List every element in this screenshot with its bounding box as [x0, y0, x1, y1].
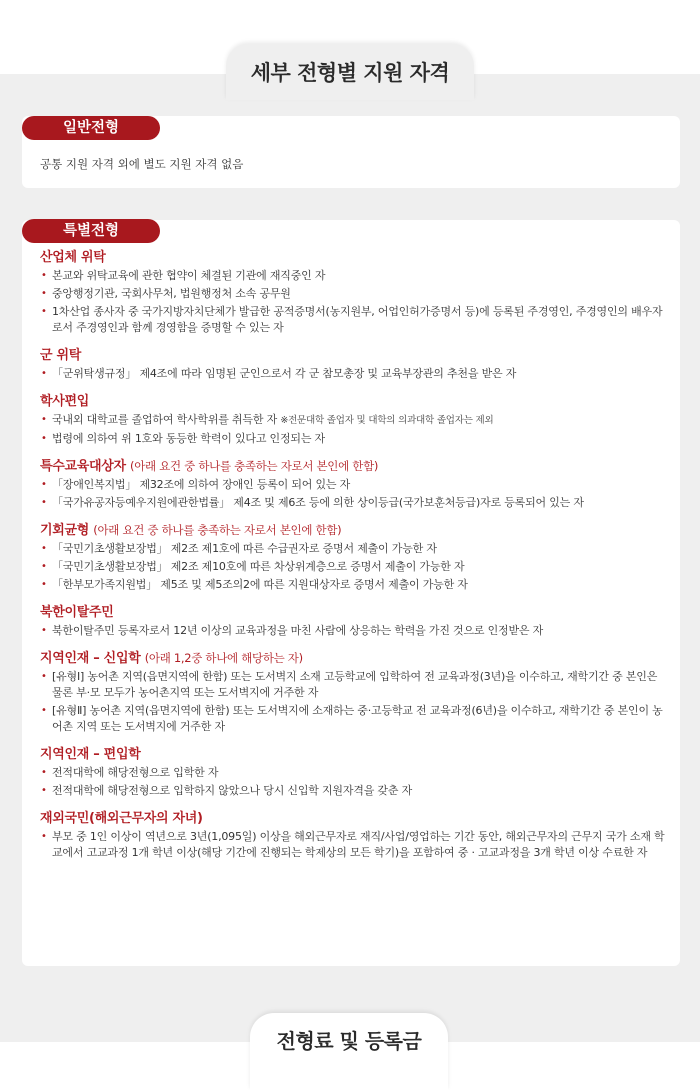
list-item: • 「한부모가족지원법」 제5조 및 제5조의2에 따른 지원대상자로 증명서 제출이 가능한 자	[40, 577, 670, 593]
list-item	[40, 412, 670, 429]
section-regional-freshman	[40, 647, 670, 735]
section-opportunity	[40, 519, 670, 593]
list-item: • 북한이탈주민 등록자로서 12년 이상의 교육과정을 마친 사람에 상응하는 학력을 가진 것으로 인정받은 자	[40, 623, 670, 639]
list-item: • [유형Ⅱ] 농어촌 지역(읍면지역에 한함) 또는 도서벽지에 소재하는 중·고등학교 전 교육과정(6년)을 이수하고, 재학기간 중 본인이 농어촌 지역 또는 도서벽지에 거주한 자	[40, 703, 670, 735]
section-title: 산업체 위탁	[40, 250, 106, 265]
special-label: 특별전형	[22, 219, 160, 243]
section-title: 군 위탁	[40, 348, 81, 363]
list-item: • 「장애인복지법」 제32조에 의하여 장애인 등록이 되어 있는 자	[40, 477, 670, 493]
section-title: 기회균형 (아래 요건 중 하나를 충족하는 자로서 본인에 한함)	[40, 523, 342, 538]
section-title: 재외국민(해외근무자의 자녀)	[40, 811, 203, 826]
list-item: • 전적대학에 해당전형으로 입학한 자	[40, 765, 670, 781]
list-item: • 전적대학에 해당전형으로 입학하지 않았으나 당시 신입학 지원자격을 갖춘 자	[40, 783, 670, 799]
section-special-education	[40, 455, 670, 511]
list-item: • 법령에 의하여 위 1호와 동등한 학력이 있다고 인정되는 자	[40, 431, 670, 447]
list-item: • 「국가유공자등예우지원에관한법률」 제4조 및 제6조 등에 의한 상이등급(국가보훈처등급)자로 등록되어 있는 자	[40, 495, 670, 511]
page-title: 세부 전형별 지원 자격	[226, 44, 474, 100]
section-title: 지역인재 – 편입학	[40, 747, 141, 762]
item-text: 국내외 대학교를 졸업하여 학사학위를 취득한 자	[52, 413, 278, 426]
section-note: (아래 요건 중 하나를 충족하는 자로서 본인에 한함)	[93, 523, 342, 537]
special-content	[40, 246, 670, 863]
list-item: • 「국민기초생활보장법」 제2조 제10호에 따른 차상위계층으로 증명서 제출이 가능한 자	[40, 559, 670, 575]
section-note: (아래 1,2중 하나에 해당하는 자)	[144, 651, 303, 665]
section-title: 북한이탈주민	[40, 605, 114, 620]
list-item: • [유형Ⅰ] 농어촌 지역(읍면지역에 한함) 또는 도서벽지 소재 고등학교에 입학하여 전 교육과정(3년)을 이수하고, 재학기간 중 본인은 물론 부·모 모두가 농어촌지역 또는 도서벽지에 거주한 자	[40, 669, 670, 701]
general-label: 일반전형	[22, 116, 160, 140]
section-title: 학사편입	[40, 394, 90, 409]
list-item: • 「국민기초생활보장법」 제2조 제1호에 따른 수급권자로 증명서 제출이 가능한 자	[40, 541, 670, 557]
list-item: • 1차산업 종사자 중 국가지방자치단체가 발급한 공적증명서(농지원부, 어업인허가증명서 등)에 등록된 주경영인, 주경영인의 배우자로서 주경영인과 함께 경영함을 증명할 수 있는 자	[40, 304, 670, 336]
list-item: • 중앙행정기관, 국회사무처, 법원행정처 소속 공무원	[40, 286, 670, 302]
list-item: • 「군위탁생규정」 제4조에 따라 임명된 군인으로서 각 군 참모총장 및 교육부장관의 추천을 받은 자	[40, 366, 670, 382]
section-overseas	[40, 807, 670, 861]
section-title: 지역인재 – 신입학 (아래 1,2중 하나에 해당하는 자)	[40, 651, 303, 666]
general-text: 공통 지원 자격 외에 별도 지원 자격 없음	[40, 157, 244, 171]
section-industry	[40, 246, 670, 336]
section-note: (아래 요건 중 하나를 충족하는 자로서 본인에 한함)	[130, 459, 379, 473]
section-transfer	[40, 390, 670, 447]
item-note: ※전문대학 졸업자 및 대학의 의과대학 졸업자는 제외	[280, 415, 494, 426]
next-section-title: 전형료 및 등록금	[250, 1013, 448, 1090]
list-item: • 부모 중 1인 이상이 역년으로 3년(1,095일) 이상을 해외근무자로 재직/사업/영업하는 기간 동안, 해외근무자의 근무지 국가 소재 학교에서 고교과정 1개 학년 이상(해당 기간에 진행되는 학제상의 모든 학기)을 포함하여 중 · 고교과정을 3개 학년 이상 수료한 자	[40, 829, 670, 861]
section-military	[40, 344, 670, 382]
section-title: 특수교육대상자 (아래 요건 중 하나를 충족하는 자로서 본인에 한함)	[40, 459, 379, 474]
section-defector	[40, 601, 670, 639]
section-regional-transfer	[40, 743, 670, 799]
list-item: • 본교와 위탁교육에 관한 협약이 체결된 기관에 재직중인 자	[40, 268, 670, 284]
